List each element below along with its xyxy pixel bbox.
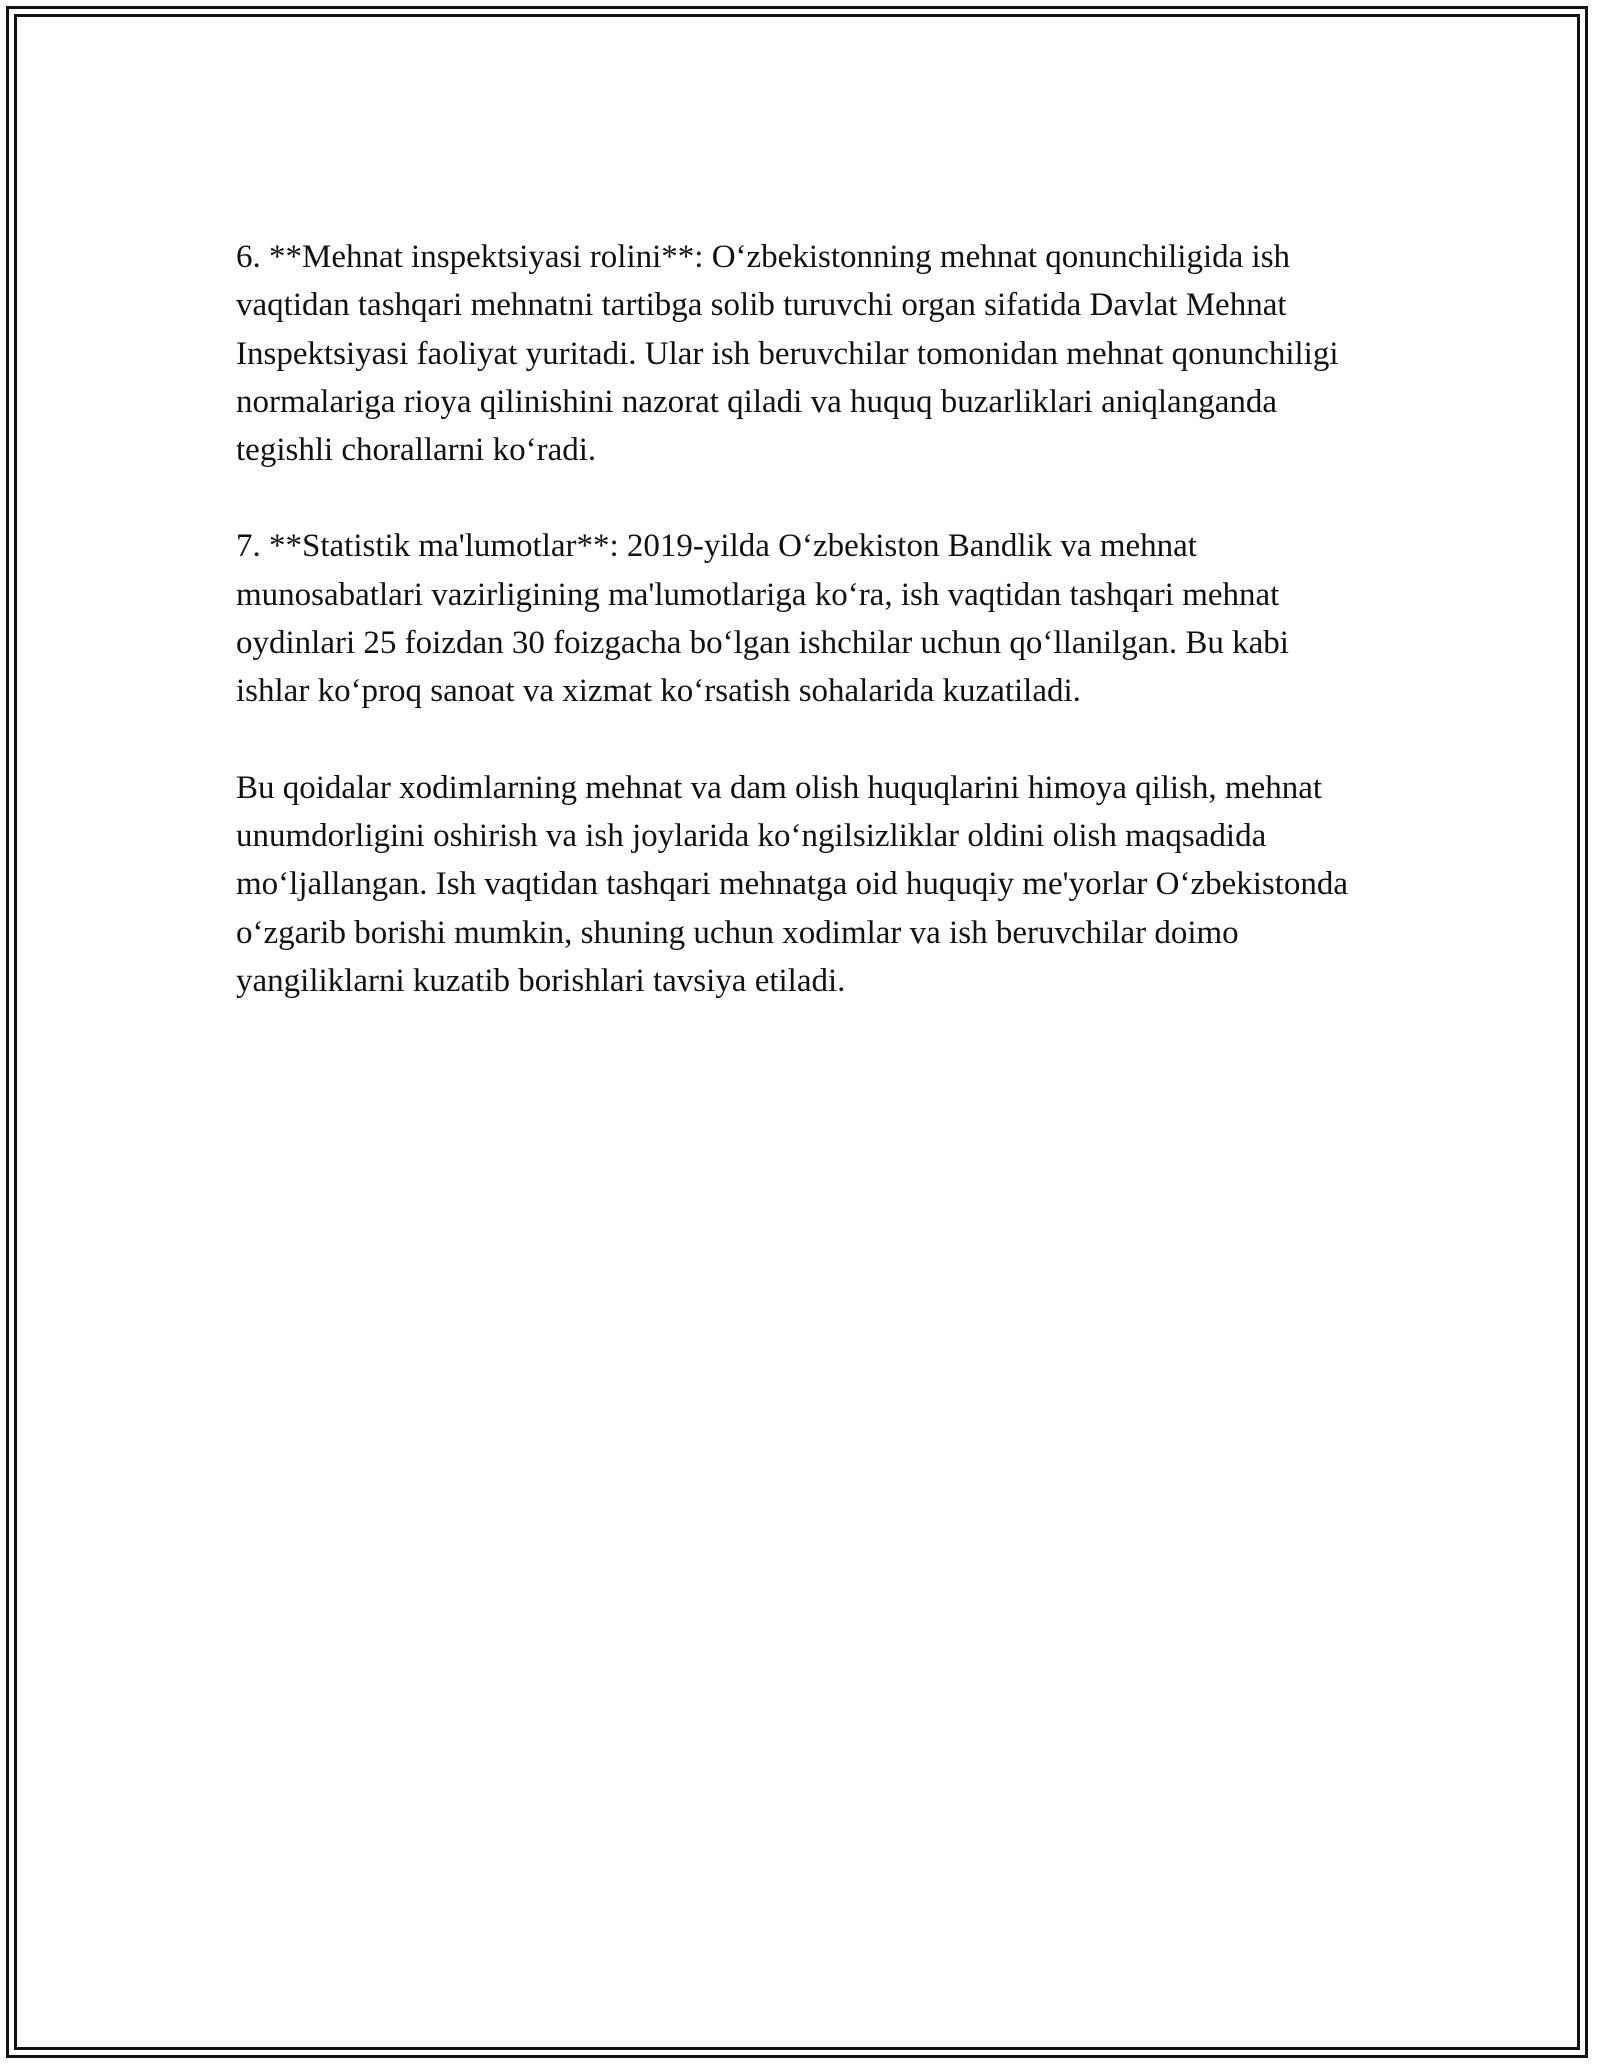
document-body bbox=[236, 233, 1366, 1053]
paragraph-conclusion: Bu qoidalar xodimlarning mehnat va dam olish huquqlarini himoya qilish, mehnat unumdorligini oshirish va ish joylarida ko‘ngilsizliklar oldini olish maqsadida mo‘ljallangan. Ish vaqtidan tashqari mehnatga oid huquqiy me'yorlar O‘zbekistonda o‘zgarib borishi mumkin, shuning uchun xodimlar va ish beruvchilar doimo yangiliklarni kuzatib borishlari tavsiya etiladi. bbox=[236, 769, 1349, 999]
paragraph-statistics: 7. **Statistik ma'lumotlar**: 2019-yilda O‘zbekiston Bandlik va mehnat munosabatlari vazirligining ma'lumotlariga ko‘ra, ish vaqtidan tashqari mehnat oydinlari 25 foizdan 30 foizgacha bo‘lgan ishchilar uchun qo‘llanilgan. Bu kabi ishlar ko‘proq sanoat va xizmat ko‘rsatish sohalarida kuzatiladi. bbox=[236, 528, 1289, 710]
paragraph-labor-inspection: 6. **Mehnat inspektsiyasi rolini**: O‘zbekistonning mehnat qonunchiligida ish vaqtidan tashqari mehnatni tartibga solib turuvchi organ sifatida Davlat Mehnat Inspektsiyasi faoliyat yuritadi. Ular ish beruvchilar tomonidan mehnat qonunchiligi normalariga rioya qilinishini nazorat qiladi va huquq buzarliklari aniqlanganda tegishli chorallarni ko‘radi. bbox=[236, 239, 1339, 469]
